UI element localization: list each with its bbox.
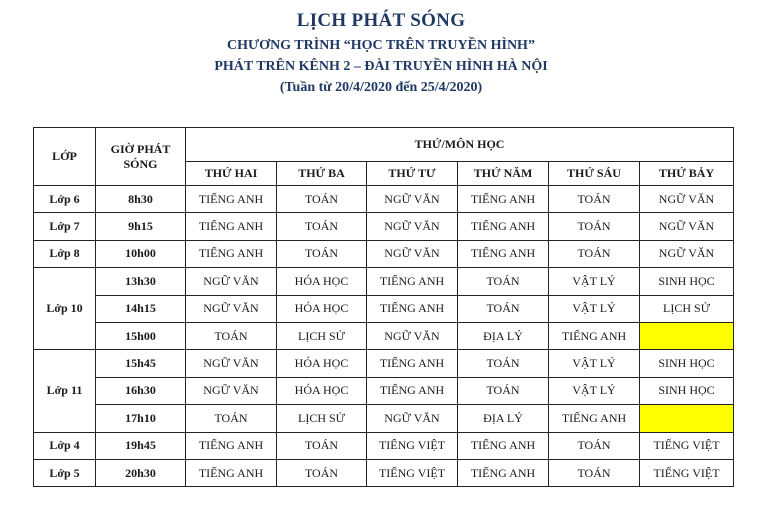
subject-cell: TIẾNG ANH — [458, 240, 549, 267]
subject-cell: LỊCH SỬ — [277, 322, 367, 349]
subject-cell: TIẾNG ANH — [367, 295, 458, 322]
grade-cell: Lớp 4 — [34, 432, 96, 459]
subject-cell: SINH HỌC — [640, 268, 734, 295]
subject-cell: TOÁN — [277, 240, 367, 267]
subject-cell: TOÁN — [277, 459, 367, 486]
subject-cell: TIẾNG VIỆT — [640, 459, 734, 486]
highlighted-empty-cell — [640, 322, 734, 349]
subject-cell: HÓA HỌC — [277, 295, 367, 322]
grade-cell: Lớp 11 — [34, 350, 96, 432]
subject-cell: TOÁN — [458, 295, 549, 322]
subject-cell: TIẾNG ANH — [549, 322, 640, 349]
subject-cell: TOÁN — [186, 322, 277, 349]
subject-cell: TIẾNG ANH — [458, 213, 549, 240]
subject-cell: TOÁN — [549, 459, 640, 486]
subject-cell: TIẾNG ANH — [549, 405, 640, 432]
subject-cell: TIẾNG VIỆT — [367, 459, 458, 486]
subject-cell: TOÁN — [277, 432, 367, 459]
time-cell: 15h45 — [96, 350, 186, 377]
subject-cell: TOÁN — [549, 432, 640, 459]
day-header: THỨ BẢY — [640, 162, 734, 186]
subject-cell: TOÁN — [277, 186, 367, 213]
day-header: THỨ BA — [277, 162, 367, 186]
channel-subtitle: PHÁT TRÊN KÊNH 2 – ĐÀI TRUYỀN HÌNH HÀ NỘI — [214, 59, 548, 74]
table-row — [34, 377, 734, 404]
subject-cell: VẬT LÝ — [549, 295, 640, 322]
subject-cell: NGỮ VĂN — [186, 350, 277, 377]
day-header: THỨ NĂM — [458, 162, 549, 186]
subject-cell: TIẾNG ANH — [186, 432, 277, 459]
time-cell: 14h15 — [96, 295, 186, 322]
day-header: THỨ TƯ — [367, 162, 458, 186]
subject-cell: LỊCH SỬ — [277, 405, 367, 432]
time-cell: 9h15 — [96, 213, 186, 240]
subject-cell: TIẾNG VIỆT — [640, 432, 734, 459]
page-title: LỊCH PHÁT SÓNG — [296, 10, 466, 31]
subject-cell: TIẾNG ANH — [367, 268, 458, 295]
time-cell: 17h10 — [96, 405, 186, 432]
subject-cell: HÓA HỌC — [277, 377, 367, 404]
table-row — [34, 432, 734, 459]
subject-cell: TIẾNG VIỆT — [367, 432, 458, 459]
time-cell: 13h30 — [96, 268, 186, 295]
time-cell: 20h30 — [96, 459, 186, 486]
time-cell: 15h00 — [96, 322, 186, 349]
subject-cell: TOÁN — [549, 240, 640, 267]
subject-cell: TIẾNG ANH — [367, 350, 458, 377]
subject-cell: ĐỊA LÝ — [458, 405, 549, 432]
subject-cell: TOÁN — [549, 186, 640, 213]
subject-cell: TOÁN — [458, 268, 549, 295]
subject-cell: NGỮ VĂN — [186, 268, 277, 295]
time-cell: 19h45 — [96, 432, 186, 459]
day-header: THỨ SÁU — [549, 162, 640, 186]
grade-cell: Lớp 8 — [34, 240, 96, 267]
subject-cell: NGỮ VĂN — [186, 377, 277, 404]
subject-cell: NGỮ VĂN — [367, 240, 458, 267]
time-column-header: GIỜ PHÁT SÓNG — [96, 128, 186, 186]
subject-cell: TOÁN — [458, 350, 549, 377]
subject-cell: TOÁN — [549, 213, 640, 240]
subject-cell: HÓA HỌC — [277, 268, 367, 295]
subject-cell: NGỮ VĂN — [186, 295, 277, 322]
day-header: THỨ HAI — [186, 162, 277, 186]
grade-cell: Lớp 6 — [34, 186, 96, 213]
table-row — [34, 322, 734, 349]
subject-cell: VẬT LÝ — [549, 268, 640, 295]
subject-cell: NGỮ VĂN — [367, 213, 458, 240]
table-row — [34, 459, 734, 486]
subject-cell: TIẾNG ANH — [186, 213, 277, 240]
highlighted-empty-cell — [640, 405, 734, 432]
table-row — [34, 268, 734, 295]
subject-cell: NGỮ VĂN — [640, 240, 734, 267]
subjects-column-header: THỨ/MÔN HỌC — [186, 128, 734, 162]
subject-cell: TOÁN — [277, 213, 367, 240]
subject-cell: NGỮ VĂN — [367, 186, 458, 213]
subject-cell: NGỮ VĂN — [367, 322, 458, 349]
grade-cell: Lớp 10 — [34, 268, 96, 350]
program-subtitle: CHƯƠNG TRÌNH “HỌC TRÊN TRUYỀN HÌNH” — [227, 38, 535, 53]
grade-cell: Lớp 5 — [34, 459, 96, 486]
grade-column-header: LỚP — [34, 128, 96, 186]
time-cell: 16h30 — [96, 377, 186, 404]
subject-cell: HÓA HỌC — [277, 350, 367, 377]
subject-cell: NGỮ VĂN — [367, 405, 458, 432]
subject-cell: TOÁN — [186, 405, 277, 432]
subject-cell: TIẾNG ANH — [186, 459, 277, 486]
subject-cell: SINH HỌC — [640, 377, 734, 404]
subject-cell: NGỮ VĂN — [640, 186, 734, 213]
subject-cell: TIẾNG ANH — [458, 186, 549, 213]
subject-cell: VẬT LÝ — [549, 377, 640, 404]
subject-cell: TIẾNG ANH — [186, 240, 277, 267]
table-row — [34, 240, 734, 267]
subject-cell: VẬT LÝ — [549, 350, 640, 377]
subject-cell: TOÁN — [458, 377, 549, 404]
table-row — [34, 350, 734, 377]
grade-cell: Lớp 7 — [34, 213, 96, 240]
subject-cell: TIẾNG ANH — [367, 377, 458, 404]
broadcast-schedule-table — [33, 127, 734, 487]
subject-cell: TIẾNG ANH — [458, 432, 549, 459]
subject-cell: LỊCH SỬ — [640, 295, 734, 322]
table-row — [34, 213, 734, 240]
subject-cell: ĐỊA LÝ — [458, 322, 549, 349]
week-range-subtitle: (Tuần từ 20/4/2020 đến 25/4/2020) — [279, 80, 483, 95]
subject-cell: SINH HỌC — [640, 350, 734, 377]
subject-cell: TIẾNG ANH — [458, 459, 549, 486]
time-cell: 8h30 — [96, 186, 186, 213]
table-row — [34, 405, 734, 432]
subject-cell: NGỮ VĂN — [640, 213, 734, 240]
table-row — [34, 186, 734, 213]
time-cell: 10h00 — [96, 240, 186, 267]
subject-cell: TIẾNG ANH — [186, 186, 277, 213]
table-row — [34, 295, 734, 322]
